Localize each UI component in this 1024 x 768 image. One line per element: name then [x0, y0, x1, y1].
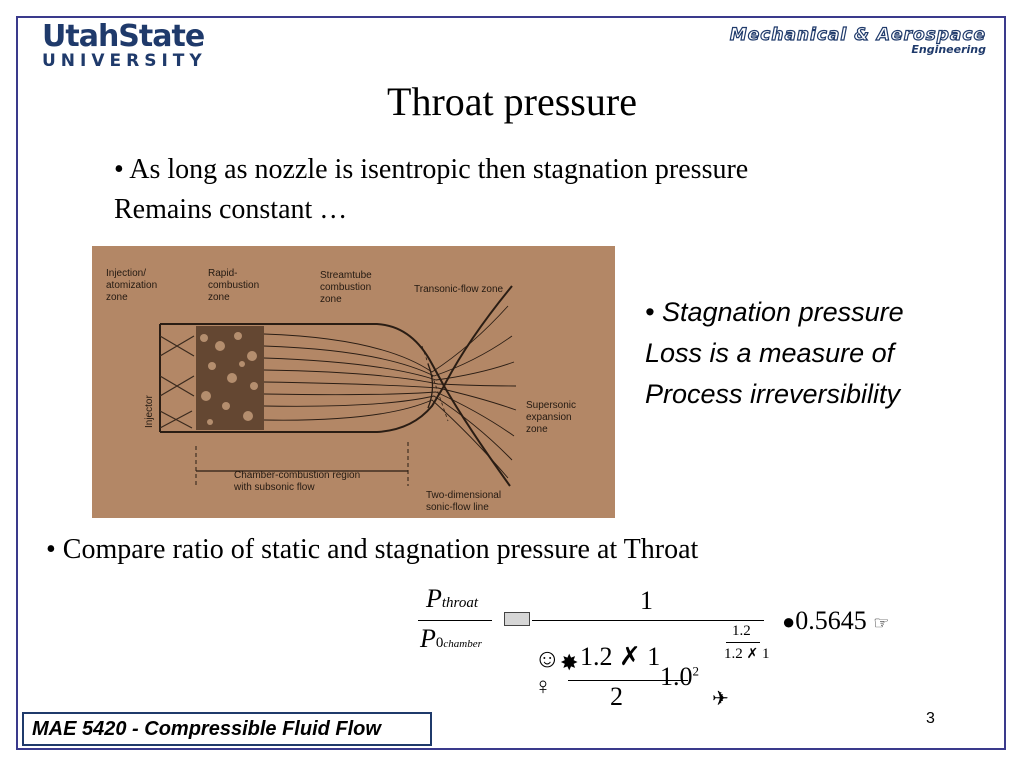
zero-subscript: 0 [435, 635, 444, 651]
label-zone3: zone [320, 294, 342, 305]
bullet-isentropic [114, 150, 914, 230]
p0-symbol: P [420, 624, 436, 653]
department-logo [730, 26, 986, 56]
department-logo-line2: Engineering [911, 43, 986, 56]
result-value: 0.5645 [795, 606, 867, 635]
den-term3: 1.0 [660, 662, 693, 691]
bullet-stagnation-loss-line1: • Stagnation pressure [645, 297, 904, 327]
main-fraction-bar [532, 620, 764, 621]
label-streamtube: Streamtube [320, 270, 372, 281]
right-den-term1: 1.2 [724, 646, 743, 662]
label-zone2: zone [208, 292, 230, 303]
nozzle-figure [92, 246, 615, 518]
label-injector: Injector [144, 395, 155, 428]
usu-logo-line1: UtahState [42, 19, 205, 54]
bullet-compare: • Compare ratio of static and stagnation pressure at Throat [46, 534, 699, 565]
person-icon: ☺ [534, 644, 561, 673]
label-subsonic: with subsonic flow [234, 482, 315, 493]
label-combustion2: combustion [320, 282, 372, 293]
label-zone4: zone [526, 424, 548, 435]
burst-icon: ✸ [560, 650, 579, 675]
p-throat-symbol: P [426, 584, 442, 613]
bullet-isentropic-line1: • As long as nozzle is isentropic then stagnation pressure [114, 154, 749, 185]
label-expansion: expansion [526, 412, 572, 423]
label-sonicline: sonic-flow line [426, 502, 489, 513]
chamber-subscript: chamber [443, 638, 482, 650]
label-rapid: Rapid- [208, 268, 238, 279]
bullet-dot-icon: ● [782, 609, 796, 634]
label-transonic: Transonic-flow zone [414, 284, 504, 295]
label-chamber: Chamber-combustion region [234, 470, 361, 481]
label-atomization: atomization [106, 280, 158, 291]
ribbon-icon-small: ✗ [746, 647, 759, 662]
den-two: 2 [610, 682, 623, 711]
label-zone1: zone [106, 292, 128, 303]
equals-icon [504, 612, 530, 626]
label-injection: Injection/ [106, 268, 147, 279]
figure-icon: ♀ [534, 674, 552, 700]
small-fraction-bar [726, 642, 760, 643]
bullet-stagnation-loss-line3: Process irreversibility [645, 379, 901, 409]
bullet-isentropic-line2: Remains constant … [114, 194, 348, 225]
den-exponent: 2 [692, 663, 699, 679]
ribbon-icon: ✗ [619, 642, 641, 671]
bullet-stagnation-loss [645, 292, 985, 415]
numerator-one: 1 [640, 586, 653, 615]
den-term1: 1.2 [580, 642, 613, 671]
bracket-icon: ☞ [873, 613, 890, 633]
department-logo-line1: Mechanical & Aerospace [729, 25, 986, 45]
course-footer: MAE 5420 - Compressible Fluid Flow [22, 712, 432, 746]
page-number: 3 [926, 710, 935, 727]
globe-icon: ✈ [712, 688, 729, 710]
label-supersonic: Supersonic [526, 400, 577, 411]
small-numerator: 1.2 [732, 623, 751, 639]
label-combustion: combustion [208, 280, 260, 291]
label-twodim: Two-dimensional [426, 490, 502, 501]
throat-subscript: throat [441, 595, 479, 611]
left-fraction-bar [418, 620, 492, 621]
right-den-term2: 1 [761, 646, 770, 662]
den-term2: 1 [647, 642, 661, 671]
nozzle-diagram [92, 246, 615, 518]
pressure-ratio-equation [400, 580, 960, 720]
slide-title: Throat pressure [387, 79, 637, 124]
usu-logo [42, 19, 207, 71]
bullet-stagnation-loss-line2: Loss is a measure of [645, 338, 895, 368]
usu-logo-line2: UNIVERSITY [42, 51, 207, 71]
